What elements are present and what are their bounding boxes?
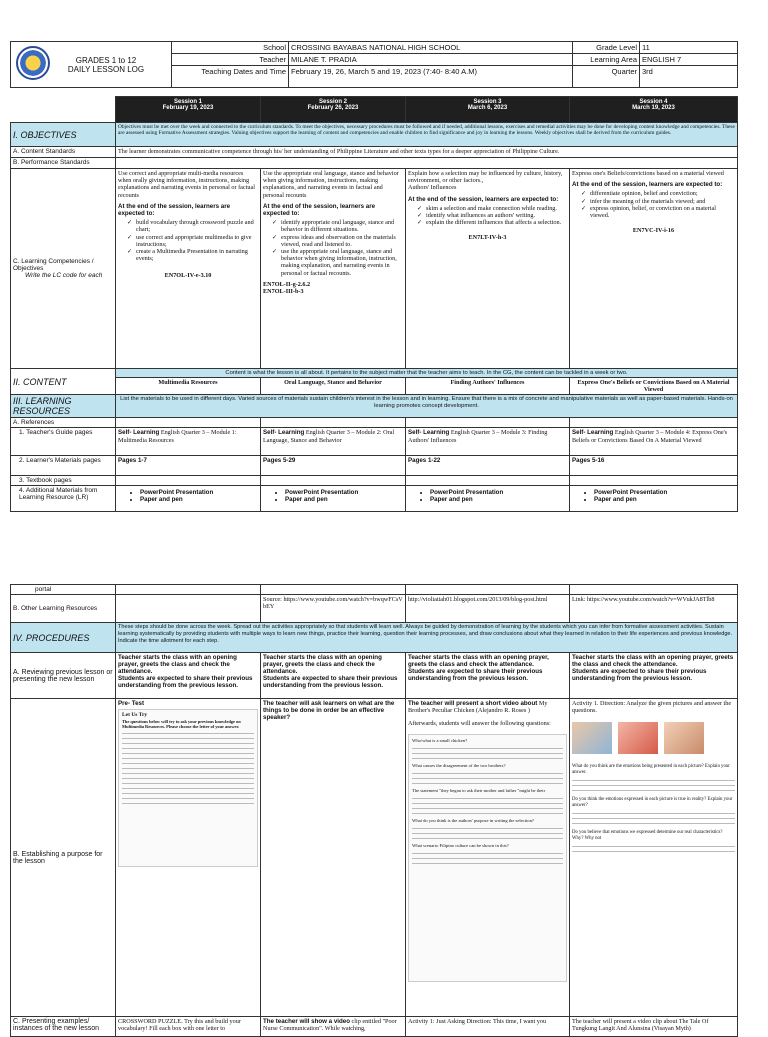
dates-label: Teaching Dates and Time: [172, 66, 289, 88]
competency-session-2: Use the appropriate oral language, stance and behavior when giving information, instructions, making explanations, and narrating events in factual and personal recounts At the end of the session, learners are expected to: ✓ identify appropriate oral language, stance and behavior in different situations. ✓ express ideas and observation on the materials viewed, read and listened to. ✓ use the appropriate oral language, stance and behavior when giving information, instruction, making explanation, and narrating events in personal or factual recounts. EN7OL-II-g-2.6.2 EN7OL-III-b-3: [261, 169, 406, 369]
teacher-value: MILANE T. PRADIA: [289, 54, 573, 66]
resources-label: III. LEARNING RESOURCES: [11, 395, 116, 418]
additional-materials-4: • PowerPoint Presentation • Paper and pen: [570, 486, 738, 512]
reviewing-label: A. Reviewing previous lesson or presenting the new lesson: [11, 653, 116, 699]
content-topic-1: Multimedia Resources: [116, 378, 261, 395]
header-title-line2: DAILY LESSON LOG: [67, 64, 145, 74]
area-label: Learning Area: [573, 54, 640, 66]
other-resource-2[interactable]: Source: https://www.youtube.com/watch?v=bwqwFCsVbEY: [261, 595, 406, 623]
lesson-log-table: [10, 96, 738, 512]
reviewing-session-3: Teacher starts the class with an opening prayer, greets the class and check the attendance. Students are expected to share their previous understanding from the previous lesson.: [406, 653, 570, 699]
header-title-line1: GRADES 1 to 12: [75, 55, 137, 65]
objectives-note: Objectives must be met over the week and connected to the curriculum standards. To meet the objectives, necessary procedures must be followed and if needed, additional lessons, exercises and remedial activities may be done for developing content knowledge and competencies. These are assessed using Formative Assessment strategies. Valuing objectives support the learning of content and competencies and enable children to find significance and joy in learning the lessons. Weekly objectives shall be derived from the curriculum guides.: [116, 123, 738, 147]
reviewing-session-1: Teacher starts the class with an opening prayer, greets the class and check the attendance. Students are expected to share their previous understanding from the previous lesson.: [116, 653, 261, 699]
presenting-session-3: Activity 1: Just Asking Direction: This time, I want you: [406, 1017, 570, 1037]
emotion-pictures: [572, 722, 735, 754]
purpose-session-3: The teacher will present a short video about My Brother's Peculiar Chicken (Alejandro R. Roses ) Afterwards, students will answer the following questions: Who/what is a small chicken? What causes the disagreement of the two brothers? The statement "they began to ask their mother and father "might be their What do you think is the authors' purpose in writing the selection? What scenario Filipino culture can be shown in this?: [406, 699, 570, 1017]
lesson-log-table-page2: [10, 584, 738, 1037]
competencies-label: C. Learning Competencies / Objectives: [13, 258, 94, 272]
dates-value: February 19, 26, March 5 and 19, 2023 (7:40- 8:40 A.M): [289, 66, 573, 88]
procedures-label: IV. PROCEDURES: [11, 623, 116, 653]
other-resources-label: B. Other Learning Resources: [11, 595, 116, 623]
teachers-guide-2: Self- Learning English Quarter 3 – Module 2: Oral Language, Stance and Behavior: [261, 428, 406, 456]
textbook-label: 3. Textbook pages: [11, 476, 116, 486]
presenting-session-1: CROSSWORD PUZZLE. Try this and build your vocabulary! Fill each box with one letter to: [116, 1017, 261, 1037]
teachers-guide-label: 1. Teacher's Guide pages: [11, 428, 116, 456]
purpose-session-4: Activity 1. Direction: Analyze the given pictures and answer the questions. What do you think are the emotions being presented in each picture? Explain your answer. Do you think the emotions expressed in each picture is true in reality? Explain your answer? Do you believe that emotions we expressed determine our real characteristics? Why? Why not: [570, 699, 738, 1017]
additional-materials-label: 4. Additional Materials from Learning Resource (LR): [11, 486, 116, 512]
resources-note: List the materials to be used in different days. Varied sources of materials sustain children's interest in the lesson and in learning. Ensure that there is a mix of concrete and manipulative materials as well as paper-based materials. Hands-on learning promotes concept development.: [116, 395, 738, 418]
additional-materials-2: • PowerPoint Presentation • Paper and pen: [261, 486, 406, 512]
picture-a: [572, 722, 612, 754]
content-label: II. CONTENT: [11, 369, 116, 395]
session-header-3: Session 3 March 6, 2023: [406, 97, 570, 123]
portal-label: portal: [11, 585, 116, 595]
learners-materials-1: Pages 1-7: [116, 456, 261, 476]
grade-value: 11: [640, 42, 738, 54]
competency-session-1: Use correct and appropriate multi-media resources when orally giving information, instructions, making explanations and narrating events in personal or factual recounts At the end of the session, learners are expected to: ✓ build vocabulary through crossword puzzle and chart; ✓ use correct and appropriate multimedia to give instructions; ✓ create a Multimedia Presentation in narrating events; EN7OL-IV-e-3.10: [116, 169, 261, 369]
session-header-2: Session 2 February 26, 2023: [261, 97, 406, 123]
competencies-sublabel: Write the LC code for each: [25, 272, 103, 279]
objectives-label: I. OBJECTIVES: [11, 123, 116, 147]
learners-materials-2: Pages 5-29: [261, 456, 406, 476]
learners-materials-4: Pages 5-16: [570, 456, 738, 476]
performance-standards-label: B. Performance Standards: [11, 158, 116, 169]
presenting-session-2: The teacher will show a video clip entitled "Poor Nurse Communication". While watching,: [261, 1017, 406, 1037]
content-standards-text: The learner demonstrates communicative competence through his/ her understanding of Philippine Literature and other texts types for a deeper appreciation of Philippine Culture.: [116, 147, 738, 158]
content-topic-3: Finding Authors' Influences: [406, 378, 570, 395]
reviewing-session-4: Teacher starts the class with an opening prayer, greets the class and check the attendance. Students are expected to share their previous understanding from the previous lesson.: [570, 653, 738, 699]
content-topic-4: Express One's Beliefs or Convictions Based on A Material Viewed: [570, 378, 738, 395]
picture-c: [664, 722, 704, 754]
school-value: CROSSING BAYABAS NATIONAL HIGH SCHOOL: [289, 42, 573, 54]
additional-materials-1: • PowerPoint Presentation • Paper and pen: [116, 486, 261, 512]
other-resource-3[interactable]: http://violiatiah01.blogspot.com/2013/09/blog-post.html: [406, 595, 570, 623]
purpose-label: B. Establishing a purpose for the lesson: [11, 699, 116, 1017]
teachers-guide-3: Self- Learning English Quarter 3 – Module 3: Finding Authors' Influences: [406, 428, 570, 456]
additional-materials-3: • PowerPoint Presentation • Paper and pen: [406, 486, 570, 512]
learners-materials-label: 2. Learner's Materials pages: [11, 456, 116, 476]
school-label: School: [172, 42, 289, 54]
reviewing-session-2: Teacher starts the class with an opening prayer, greets the class and check the attendance. Students are expected to share their previous understanding from the previous lesson.: [261, 653, 406, 699]
learners-materials-3: Pages 1-22: [406, 456, 570, 476]
teacher-label: Teacher: [172, 54, 289, 66]
session-header-4: Session 4 March 19, 2023: [570, 97, 738, 123]
video-questions-worksheet: Who/what is a small chicken? What causes the disagreement of the two brothers? The statement "they began to ask their mother and father "might be their What do you think is the authors' purpose in writing the selection? What scenario Filipino culture can be shown in this?: [408, 734, 567, 982]
procedures-note: These steps should be done across the week. Spread out the activities appropriately so that students will learn well. Always be guided by demonstration of learning by the students which you can infer from formative assessment activities. Sustain learning systematically by providing students with multiple ways to learn new things, practice their learning, question their learning processes, and draw conclusions about what they learned in relation to their life experiences and previous knowledge. Indicate the time allotment for each step.: [116, 623, 738, 653]
pretest-worksheet: Let Us Try The questions below will try to ask your previous knowledge on Multimedia Resources. Please choose the letter of your answer.: [118, 709, 258, 867]
session-header-1: Session 1 February 19, 2023: [116, 97, 261, 123]
purpose-session-1: Pre- Test Let Us Try The questions below will try to ask your previous knowledge on Multimedia Resources. Please choose the letter of your answer.: [116, 699, 261, 1017]
grade-label: Grade Level: [573, 42, 640, 54]
content-topic-2: Oral Language, Stance and Behavior: [261, 378, 406, 395]
quarter-value: 3rd: [640, 66, 738, 88]
quarter-label: Quarter: [573, 66, 640, 88]
teachers-guide-4: Self- Learning English Quarter 3 – Module 4: Express One's Beliefs or Convictions Based On A Material Viewed: [570, 428, 738, 456]
purpose-session-2: The teacher will ask learners on what are the things to be done in order be an effective speaker?: [261, 699, 406, 1017]
header-table: [10, 41, 738, 88]
teachers-guide-1: Self- Learning English Quarter 3 – Module 1: Multimedia Resources: [116, 428, 261, 456]
content-note: Content is what the lesson is all about. It pertains to the subject matter that the teacher aims to teach. In the CG, the content can be tackled in a week or two.: [116, 369, 738, 378]
content-standards-label: A. Content Standards: [11, 147, 116, 158]
picture-b: [618, 722, 658, 754]
competency-session-3: Explain how a selection may be influenced by culture, history, environment, or other factors., Authors' Influences At the end of the session, learners are expected to: ✓ skim a selection and make connection while reading. ✓ identify what influences an authors' writing. ✓ explain the different influences that affects a selection. EN7LT-IV-h-3: [406, 169, 570, 369]
presenting-examples-label: C. Presenting examples/ instances of the new lesson: [11, 1017, 116, 1037]
area-value: ENGLISH 7: [640, 54, 738, 66]
presenting-session-4: The teacher will present a video clip about The Tale Of Tungkung Langit And Alunsina (Visayan Myth): [570, 1017, 738, 1037]
references-label: A. References: [11, 418, 116, 428]
competency-session-4: Express one's Beliefs/convictions based on a material viewed At the end of the session, learners are expected to: ✓ differentiate opinion, belief and conviction; ✓ infer the meaning of the materials viewed; and ✓ express opinion, belief, or conviction on a material viewed. EN7VC-IV-i-16: [570, 169, 738, 369]
other-resource-4[interactable]: Link: https://www.youtube.com/watch?v=WVukJA8Tlb8: [570, 595, 738, 623]
